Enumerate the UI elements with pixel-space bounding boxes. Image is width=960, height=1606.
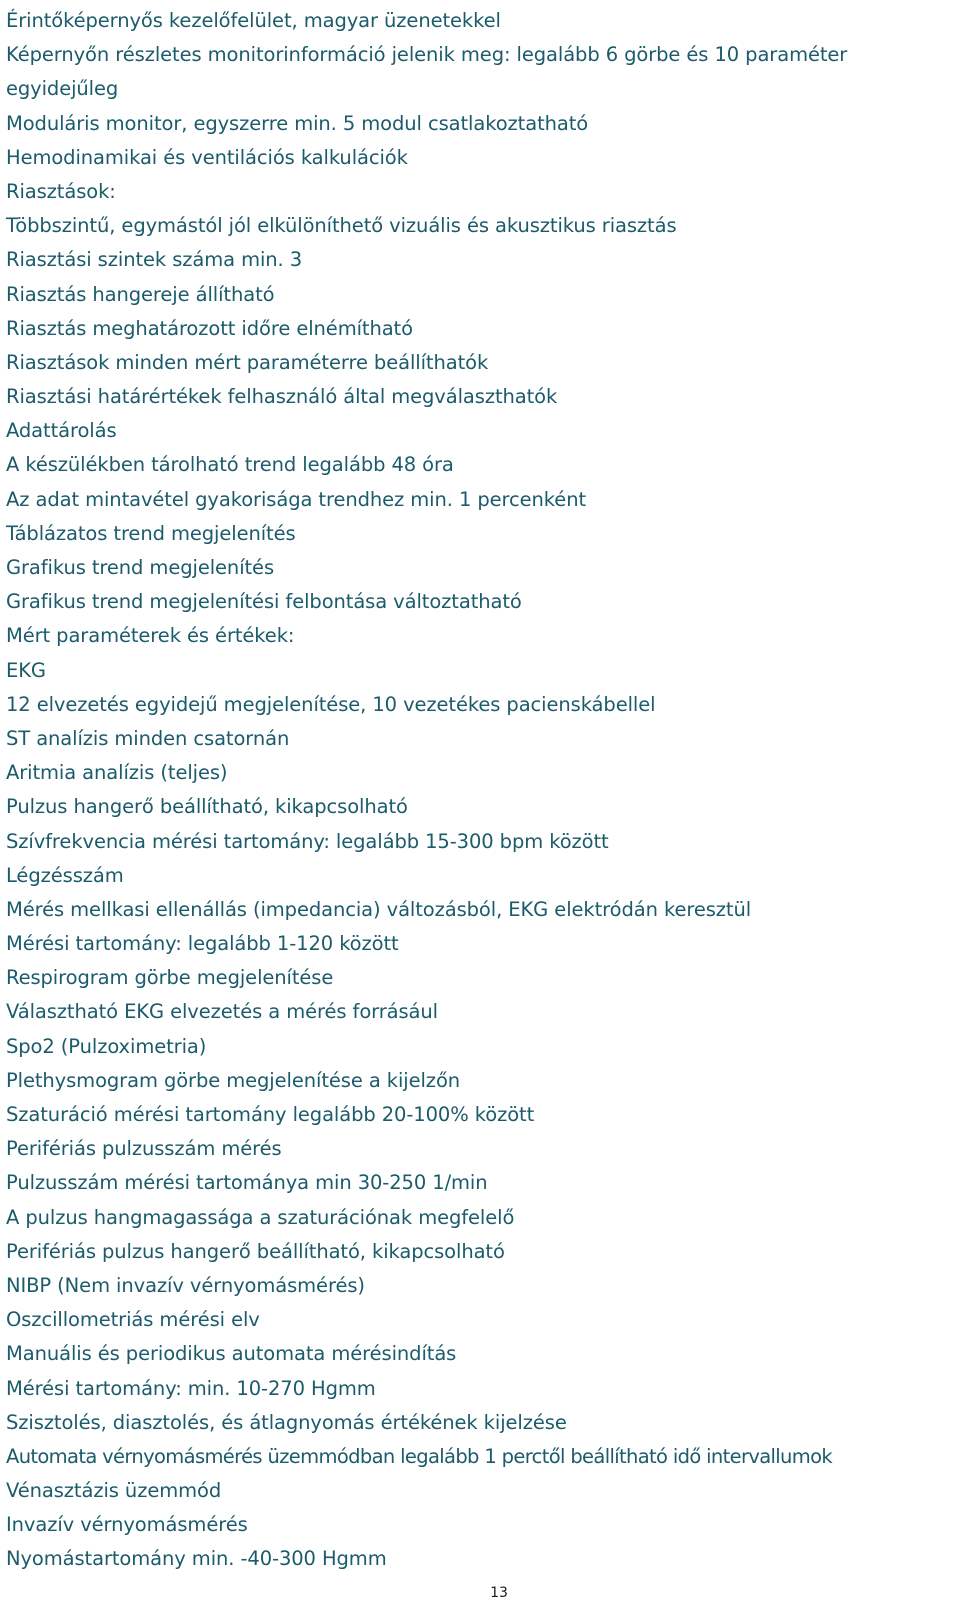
text-line: Mérési tartomány: legalább 1-120 között — [6, 932, 399, 956]
text-line: Mérési tartomány: min. 10-270 Hgmm — [6, 1376, 376, 1400]
text-line: Riasztás meghatározott időre elnémítható — [6, 316, 413, 340]
text-line: Plethysmogram görbe megjelenítése a kijelzőn — [6, 1068, 461, 1092]
text-line: Grafikus trend megjelenítés — [6, 556, 275, 579]
text-line: Légzésszám — [6, 863, 124, 887]
text-line: Riasztások minden mért paraméterre beállíthatók — [6, 350, 489, 374]
text-line: Választható EKG elvezetés a mérés forrásául — [6, 1000, 438, 1024]
text-line: Adattárolás — [6, 419, 117, 443]
text-line: Riasztás hangereje állítható — [6, 282, 275, 306]
text-line: Szaturáció mérési tartomány legalább 20-100% között — [6, 1103, 535, 1126]
text-line: Érintőképernyős kezelőfelület, magyar üzenetekkel — [6, 9, 501, 32]
text-line: Invazív vérnyomásmérés — [6, 1513, 248, 1537]
text-line: Szisztolés, diasztolés, és átlagnyomás értékének kijelzése — [6, 1410, 567, 1434]
text-line: Mérés mellkasi ellenállás (impedancia) változásból, EKG elektródán keresztül — [6, 897, 752, 921]
text-line: Respirogram görbe megjelenítése — [6, 966, 334, 990]
text-line: Vénasztázis üzemmód — [6, 1479, 222, 1503]
text-line: Többszintű, egymástól jól elkülöníthető vizuális és akusztikus riasztás — [6, 214, 677, 238]
text-line: Pulzus hangerő beállítható, kikapcsolható — [6, 795, 408, 819]
text-line: Pulzusszám mérési tartománya min 30-250 1/min — [6, 1171, 488, 1195]
text-line: Spo2 (Pulzoximetria) — [6, 1034, 207, 1058]
text-line: Az adat mintavétel gyakorisága trendhez min. 1 percenként — [6, 487, 586, 511]
text-line: Képernyőn részletes monitorinformáció jelenik meg: legalább 6 görbe és 10 paraméter — [6, 43, 848, 67]
text-line: Riasztási szintek száma min. 3 — [6, 248, 303, 272]
text-line: Hemodinamikai és ventilációs kalkulációk — [6, 145, 408, 169]
text-line: Táblázatos trend megjelenítés — [6, 521, 296, 545]
text-line: Riasztási határértékek felhasználó által megválaszthatók — [6, 385, 558, 409]
text-line: A pulzus hangmagassága a szaturációnak megfelelő — [6, 1205, 515, 1229]
text-line: A készülékben tárolható trend legalább 48 óra — [6, 453, 454, 477]
text-line: 12 elvezetés egyidejű megjelenítése, 10 vezetékes pacienskábellel — [6, 692, 656, 716]
text-line: Grafikus trend megjelenítési felbontása változtatható — [6, 590, 522, 614]
text-line: Szívfrekvencia mérési tartomány: legalább 15-300 bpm között — [6, 829, 609, 853]
text-line: Moduláris monitor, egyszerre min. 5 modul csatlakoztatható — [6, 111, 589, 135]
page-number: 13 — [490, 1585, 508, 1601]
text-line: Manuális és periodikus automata mérésindítás — [6, 1342, 457, 1366]
text-line: Perifériás pulzusszám mérés — [6, 1137, 282, 1161]
text-line: egyidejűleg — [6, 77, 119, 101]
text-line: Riasztások: — [6, 179, 116, 203]
document-body — [6, 6, 956, 1579]
text-line: Aritmia analízis (teljes) — [6, 761, 228, 785]
text-line: EKG — [6, 658, 46, 682]
text-line: Oszcillometriás mérési elv — [6, 1308, 260, 1332]
text-line: Mért paraméterek és értékek: — [6, 624, 295, 648]
text-line: NIBP (Nem invazív vérnyomásmérés) — [6, 1273, 365, 1297]
text-line: Automata vérnyomásmérés üzemmódban legalább 1 perctől beállítható idő intervallumok — [6, 1444, 833, 1468]
text-line: Nyomástartomány min. -40-300 Hgmm — [6, 1547, 387, 1571]
text-line: Perifériás pulzus hangerő beállítható, kikapcsolható — [6, 1239, 505, 1263]
text-line: ST analízis minden csatornán — [6, 726, 290, 750]
